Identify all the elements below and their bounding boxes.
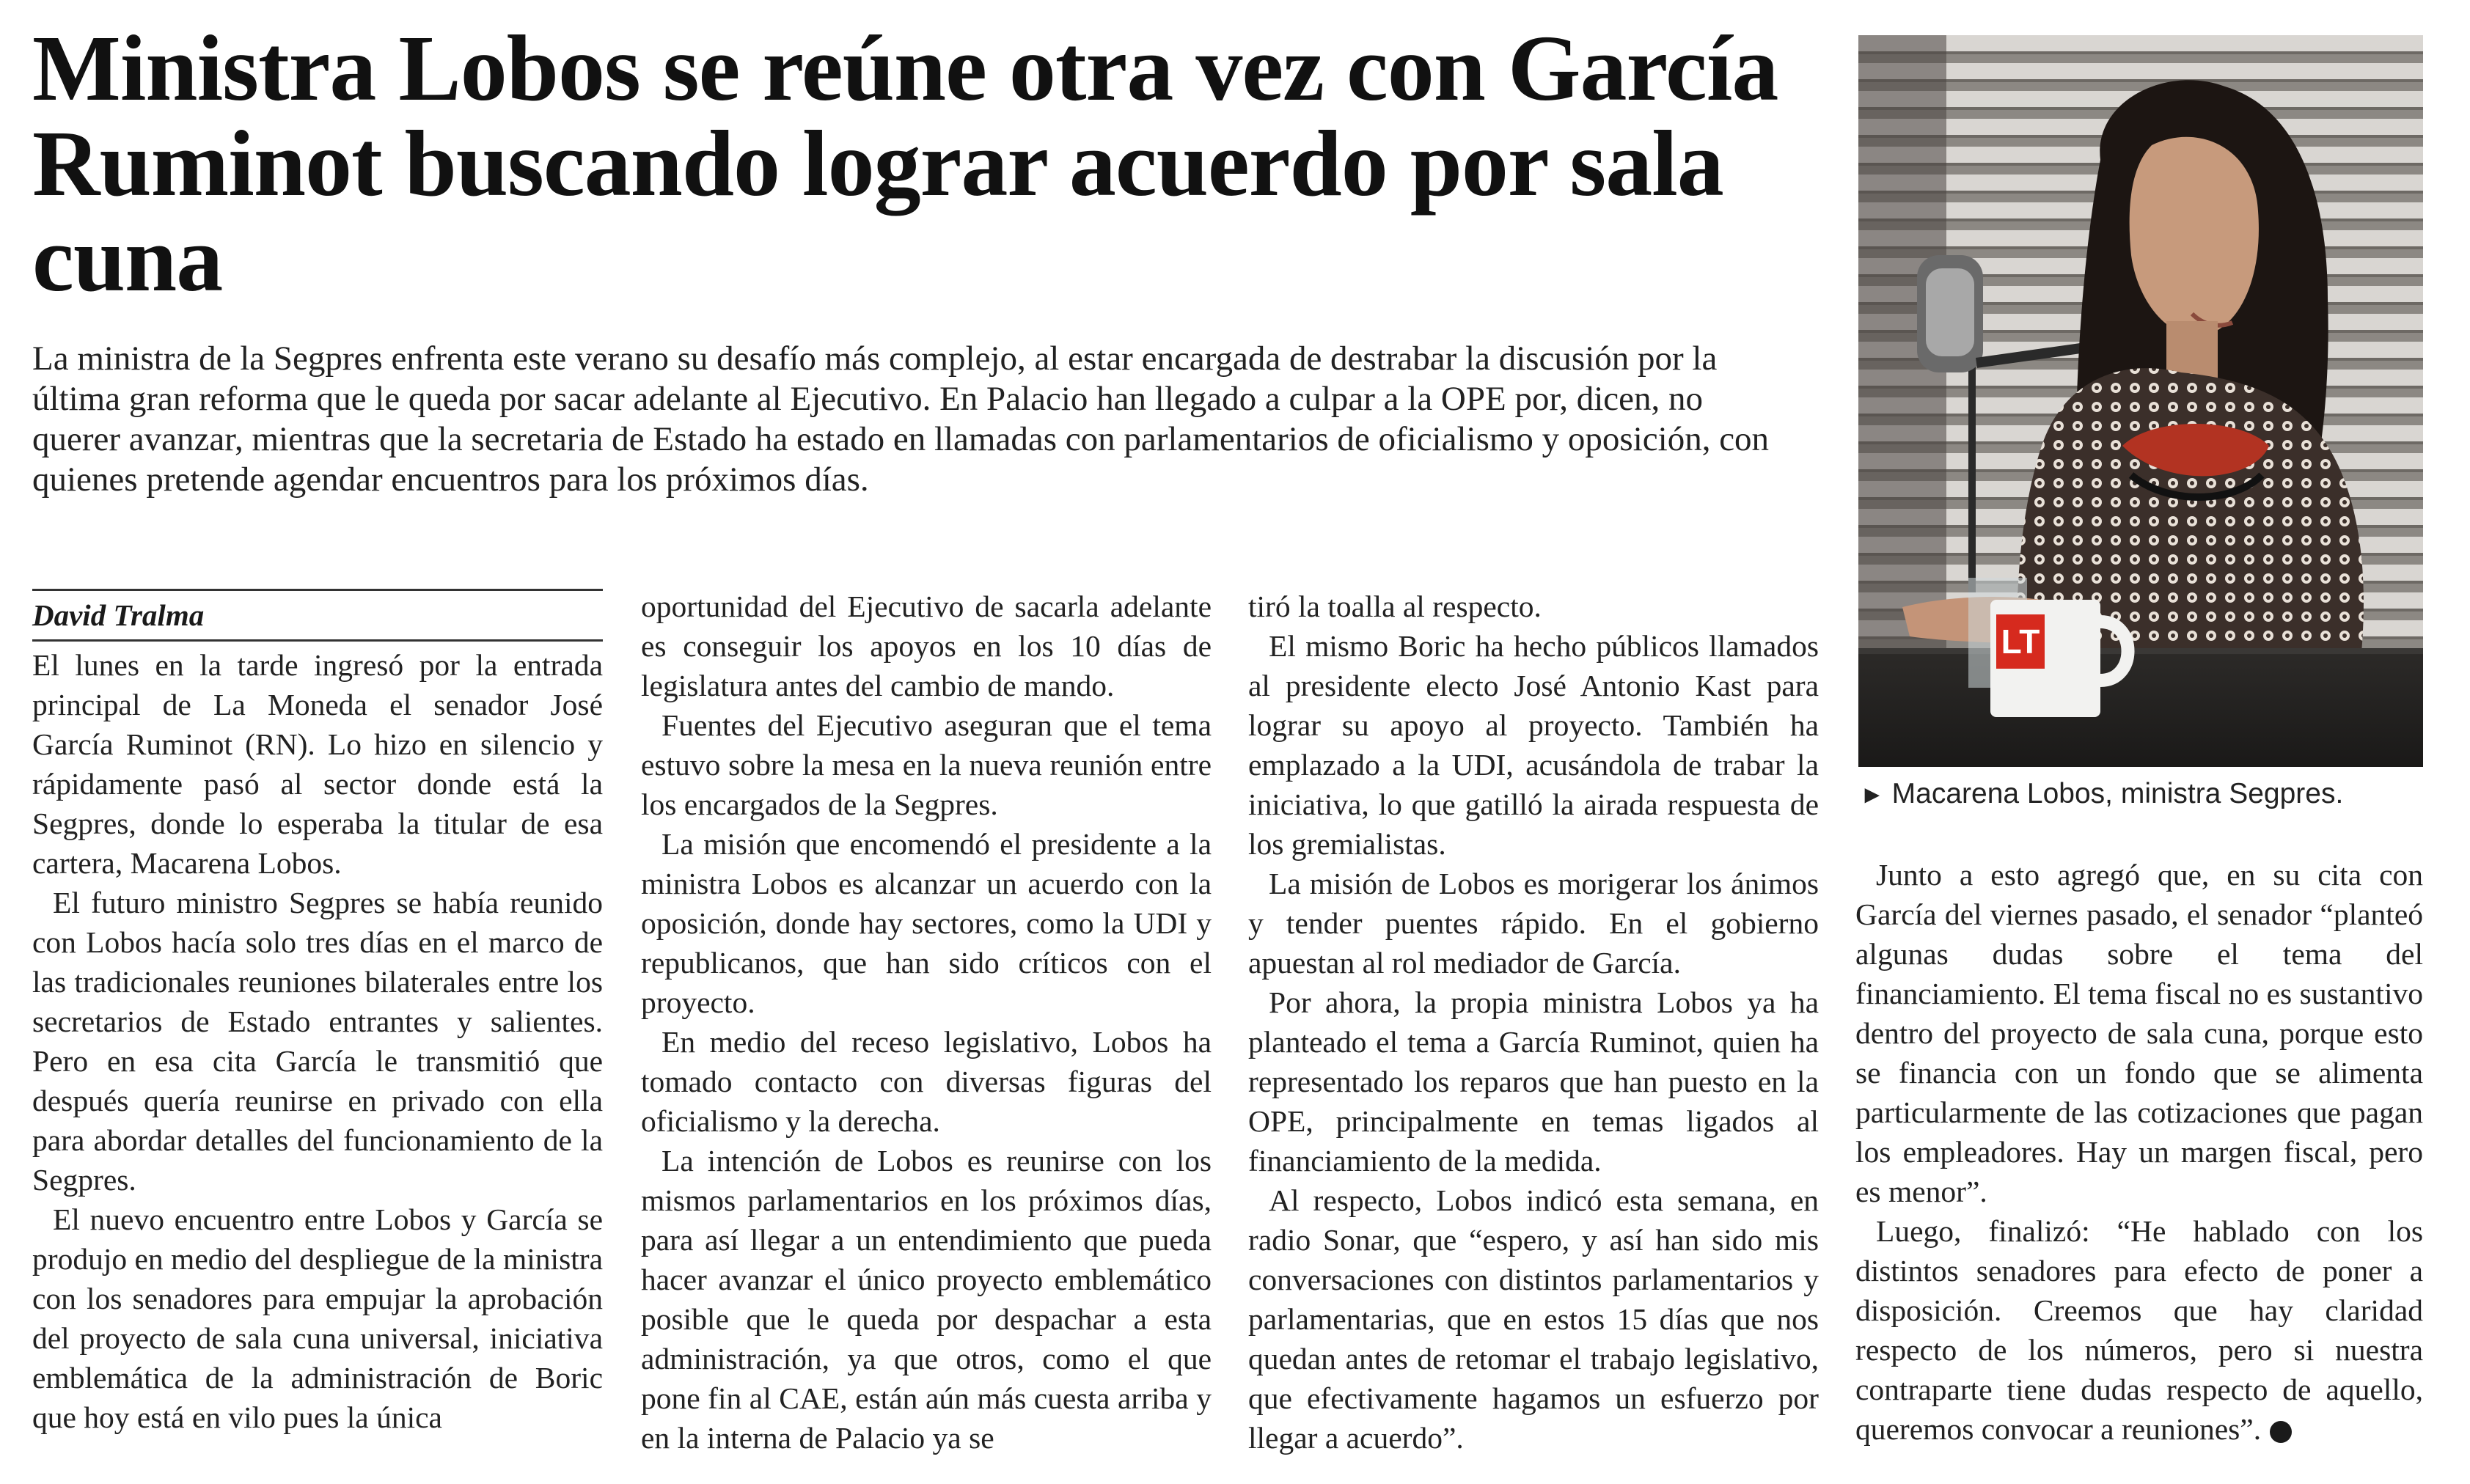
column-paragraph: La misión de Lobos es morigerar los ánimos y tender puentes rápido. En el gobierno apuestan al rol mediador de García.: [1248, 867, 1819, 980]
column-paragraph: tiró la toalla al respecto.: [1248, 589, 1542, 623]
photo-caption: [1860, 776, 2432, 813]
end-mark-icon: [2270, 1421, 2292, 1443]
lead-paragraph: La ministra de la Segpres enfrenta este verano su desafío más complejo, al estar encargada de destrabar la discusión por la última gran reforma que le queda por sacar adelante al Ejecutivo. En Palacio han llegado a culpar a la OPE por, dicen, no querer avanzar, mientras que la secretaria de Estado ha estado en llamadas con parlamentarios de oficialismo y oposición, con quienes pretende agendar encuentros para los próximos días.: [32, 339, 1770, 499]
column-paragraph: Junto a esto agregó que, en su cita con García del viernes pasado, el senador “planteó algunas dudas sobre el tema del financiamiento. El tema fiscal no es sustantivo dentro del proyecto de sala cuna, porque esto se financia con un fondo que se alimenta particularmente de las cotizaciones que pagan los empleadores. Hay un margen fiscal, pero es menor”.: [1855, 858, 2423, 1208]
article-column-3: [1248, 587, 1819, 1458]
article-column-2: [641, 587, 1212, 1458]
caption-text: Macarena Lobos, ministra Segpres.: [1891, 778, 2344, 809]
column-paragraph: La intención de Lobos es reunirse con los mismos parlamentarios en los próximos días, para así llegar a un entendimiento que pueda hacer avanzar el único proyecto emblemático posible que le queda por despachar a esta administración, ya que otros, como el que pone fin al CAE, están aún más cuesta arriba y en la interna de Palacio ya se: [641, 1144, 1212, 1455]
column-paragraph: oportunidad del Ejecutivo de sacarla adelante es conseguir los apoyos en los 10 días de legislatura antes del cambio de mando.: [641, 589, 1212, 702]
portrait-illustration: [1858, 35, 2423, 767]
column-paragraph: El nuevo encuentro entre Lobos y García se produjo en medio del despliegue de la ministra con los senadores para empujar la aprobación del proyecto de sala cuna universal, iniciativa emblemática de la administración de Boric que hoy está en vilo pues la única: [32, 1202, 603, 1434]
column-paragraph-final: [1855, 1211, 2423, 1449]
column-paragraph: El mismo Boric ha hecho públicos llamados al presidente electo José Antonio Kast para lograr su apoyo al proyecto. También ha emplazado a la UDI, acusándola de trabar la iniciativa, lo que gatilló la airada respuesta de los gremialistas.: [1248, 629, 1819, 861]
column-paragraph: Fuentes del Ejecutivo aseguran que el tema estuvo sobre la mesa en la nueva reunión entre los encargados de la Segpres.: [641, 708, 1212, 821]
caption-arrow-icon: ►: [1860, 781, 1885, 809]
column-paragraph: Por ahora, la propia ministra Lobos ya ha planteado el tema a García Ruminot, quien ha representado los reparos que han puesto en la OPE, principalmente en temas ligados al financiamiento de la medida.: [1248, 985, 1819, 1178]
column-paragraph: La misión que encomendó el presidente a la ministra Lobos es alcanzar un acuerdo con la oposición, donde hay sectores, como la UDI y republicanos, que han sido críticos con el proyecto.: [641, 827, 1212, 1019]
byline-rule-box: [32, 589, 603, 642]
article-column-4: [1855, 855, 2423, 1449]
article-column-1: [32, 645, 603, 1437]
column-paragraph: En medio del receso legislativo, Lobos ha tomado contacto con diversas figuras del oficialismo y la derecha.: [641, 1025, 1212, 1138]
portrait-photo: [1858, 35, 2423, 767]
column-paragraph: El futuro ministro Segpres se había reunido con Lobos hacía solo tres días en el marco de las tradicionales reuniones bilaterales entre los secretarios de Estado entrantes y salientes. Pero en esa cita García le transmitió que después quería reunirse en privado con ella para abordar detalles del funcionamiento de la Segpres.: [32, 886, 603, 1197]
byline: David Tralma: [32, 598, 205, 632]
headline: Ministra Lobos se reúne otra vez con García Ruminot buscando lograr acuerdo por sala cuna: [32, 16, 1778, 311]
column-paragraph: Al respecto, Lobos indicó esta semana, en radio Sonar, que “espero, y así han sido mis conversaciones con distintos parlamentarios y parlamentarias, que en estos 15 días que nos quedan antes de retomar el trabajo legislativo, que efectivamente hagamos un esfuerzo por llegar a acuerdo”.: [1248, 1183, 1819, 1455]
column-paragraph: El lunes en la tarde ingresó por la entrada principal de La Moneda el senador José García Ruminot (RN). Lo hizo en silencio y rápidamente pasó al sector donde está la Segpres, donde lo esperaba la titular de esa cartera, Macarena Lobos.: [32, 648, 603, 880]
mug-logo: LT: [2001, 622, 2040, 661]
final-paragraph-text: Luego, finalizó: “He hablado con los distintos senadores para efecto de poner a disposición. Creemos que hay claridad respecto de los números, pero si nuestra contraparte tiene dudas respecto de aquello, queremos convocar a reuniones”.: [1855, 1214, 2423, 1446]
